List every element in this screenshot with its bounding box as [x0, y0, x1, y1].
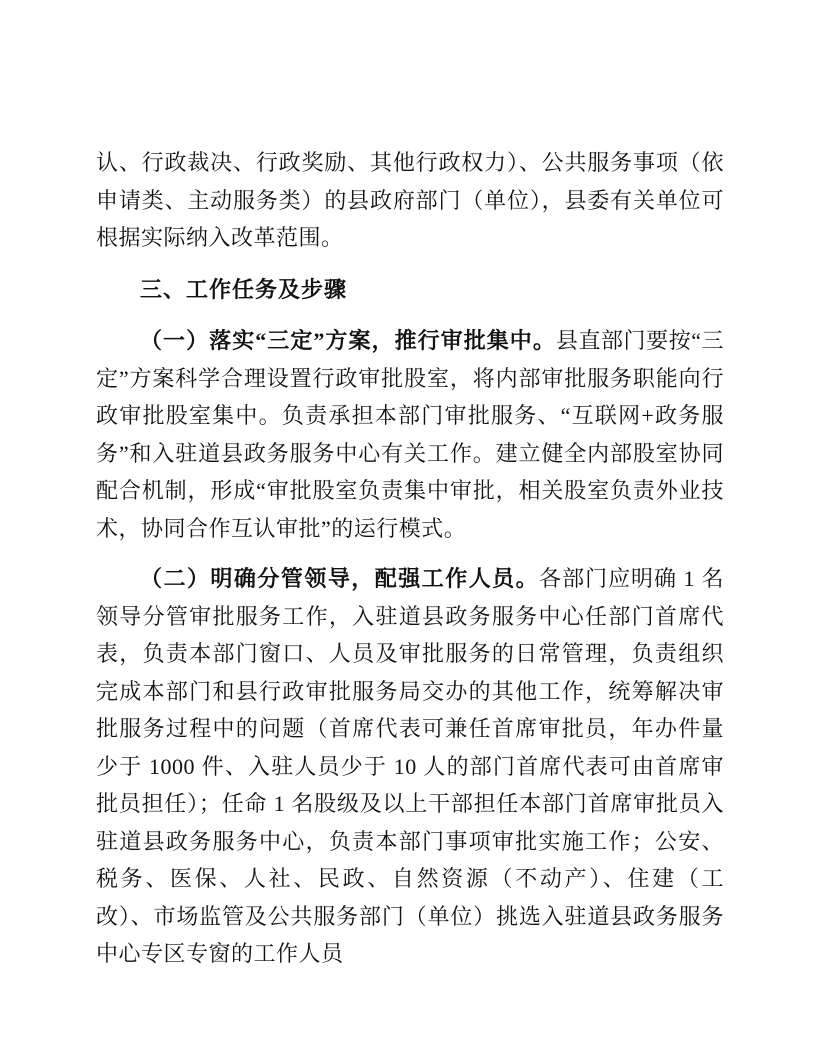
paragraph: 认、行政裁决、行政奖励、其他行政权力）、公共服务事项（依申请类、主动服务类）的县政府部门（单位），县委有关单位可根据实际纳入改革范围。 [96, 150, 724, 250]
paragraph-lead: （一）落实“三定”方案，推行审批集中。 [140, 328, 556, 353]
paragraph-lead: （二）明确分管领导，配强工作人员。 [140, 566, 540, 591]
section-heading: 三、工作任务及步骤 [140, 276, 348, 302]
document-body [96, 144, 724, 973]
paragraph: （一）落实“三定”方案，推行审批集中。县直部门要按“三定”方案科学合理设置行政审批股室，将内部审批服务职能向行政审批股室集中。负责承担本部门审批服务、“互联网+政务服务”和入驻道县政务服务中心有关工作。建立健全内部股室协同配合机制，形成“审批股室负责集中审批，相关股室负责外业技术，协同合作互认审批”的运行模式。 [96, 328, 724, 541]
paragraph: （二）明确分管领导，配强工作人员。各部门应明确 1 名领导分管审批服务工作，入驻道县政务服务中心任部门首席代表，负责本部门窗口、人员及审批服务的日常管理，负责组织完成本部门和县行政审批服务局交办的其他工作，统筹解决审批服务过程中的问题（首席代表可兼任首席审批员，年办件量少于 1000 件、入驻人员少于 10 人的部门首席代表可由首席审批员担任）；任命 1 名股级及以上干部担任本部门首席审批员入驻道县政务服务中心，负责本部门事项审批实施工作；公安、税务、医保、人社、民政、自然资源（不动产）、住建（工改）、市场监管及公共服务部门（单位）挑选入驻道县政务服务中心专区专窗的工作人员 [96, 566, 724, 966]
